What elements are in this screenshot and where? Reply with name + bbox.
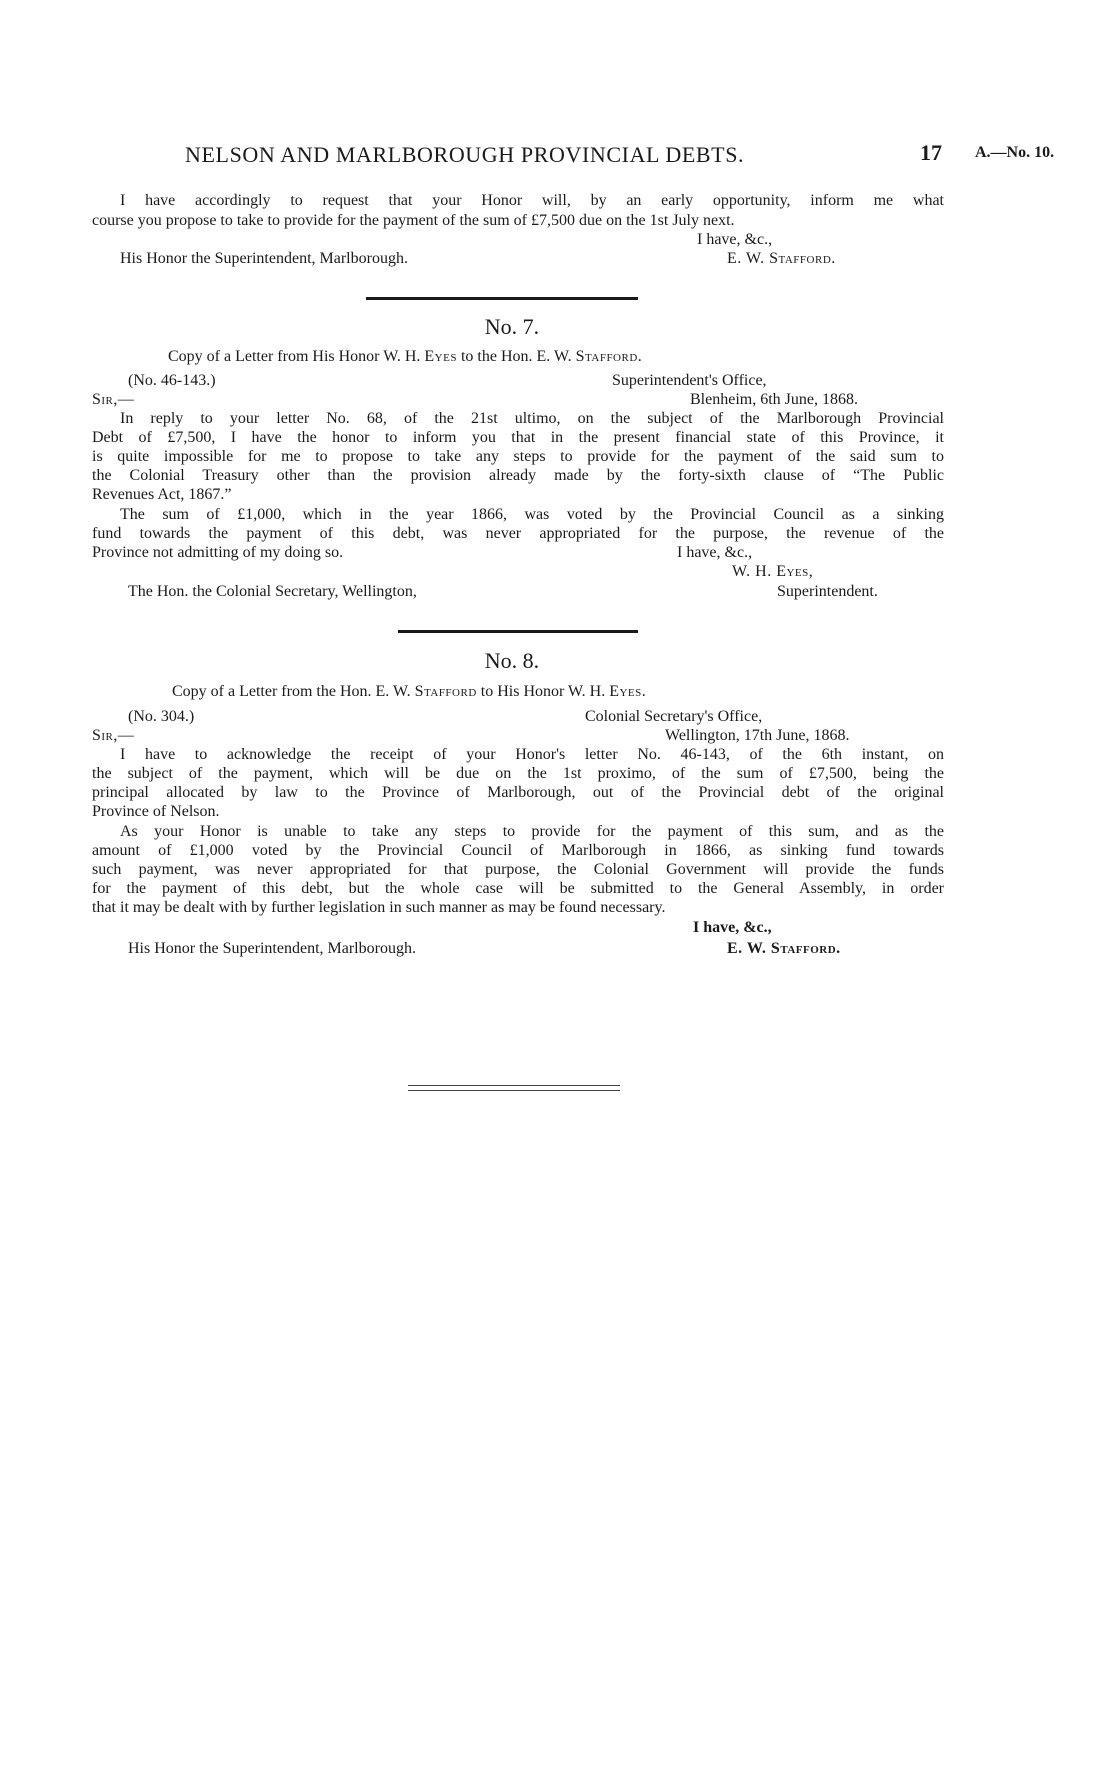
- paragraph-line: for the payment of this debt, but the whole case will be submitted to the General Assembly, in order: [92, 880, 944, 897]
- paragraph-line: course you propose to take to provide for the payment of the sum of £7,500 due on the 1st July next.: [92, 212, 735, 229]
- subtitle-name: Stafford: [414, 683, 477, 700]
- paragraph-line: I have to acknowledge the receipt of your Honor's letter No. 46-143, of the 6th instant, on: [120, 746, 944, 763]
- subtitle-text: Copy of a Letter from the Hon. E. W.: [172, 683, 411, 700]
- paragraph-line: In reply to your letter No. 68, of the 21st ultimo, on the subject of the Marlborough Provincial: [120, 410, 944, 427]
- paragraph-line: principal allocated by law to the Province of Marlborough, out of the Provincial debt of the original: [92, 784, 944, 801]
- subtitle-name: Stafford.: [575, 348, 643, 365]
- letter-subtitle: [172, 683, 646, 702]
- place-date: Wellington, 17th June, 1868.: [665, 727, 850, 744]
- addressee: His Honor the Superintendent, Marlborough.: [120, 250, 408, 267]
- paragraph-line: Debt of £7,500, I have the honor to inform you that in the present financial state of this Province, it: [92, 429, 944, 446]
- paragraph-line: such payment, was never appropriated for that purpose, the Colonial Government will provide the funds: [92, 861, 944, 878]
- document-reference: A.—No. 10.: [975, 144, 1055, 161]
- paragraph-line: the subject of the payment, which will be due on the 1st proximo, of the sum of £7,500, being the: [92, 765, 944, 782]
- paragraph-line: the Colonial Treasury other than the provision already made by the forty-sixth clause of “The Public: [92, 467, 944, 484]
- paragraph-line: Revenues Act, 1867.”: [92, 486, 232, 503]
- paragraph-line: Province of Nelson.: [92, 803, 220, 820]
- letter-reference: (No. 304.): [128, 708, 195, 725]
- section-divider: [366, 297, 638, 300]
- paragraph-line: Province not admitting of my doing so.: [92, 544, 344, 561]
- subtitle-text: Copy of a Letter from His Honor W. H.: [168, 348, 421, 365]
- addressee: The Hon. the Colonial Secretary, Wellington,: [128, 583, 417, 600]
- letter-subtitle: [168, 348, 642, 367]
- closing: I have, &c.,: [697, 231, 773, 248]
- place-date: Blenheim, 6th June, 1868.: [690, 391, 858, 408]
- running-header-title: NELSON AND MARLBOROUGH PROVINCIAL DEBTS.: [185, 142, 745, 167]
- subtitle-name: Eyes: [424, 348, 457, 365]
- signature: W. H. Eyes,: [732, 563, 814, 580]
- page-number: 17: [920, 140, 942, 165]
- end-rule-bottom: [408, 1090, 620, 1091]
- paragraph-line: is quite impossible for me to propose to take any steps to provide for the payment of the said sum to: [92, 448, 944, 465]
- section-heading: No. 8.: [484, 648, 540, 673]
- signature: E. W. Stafford.: [727, 250, 836, 267]
- signatory-title: Superintendent.: [777, 583, 878, 600]
- salutation: Sir,—: [92, 391, 135, 408]
- subtitle-text: to His Honor W. H.: [480, 683, 606, 700]
- addressee: His Honor the Superintendent, Marlborough.: [128, 940, 416, 957]
- paragraph-line: As your Honor is unable to take any steps to provide for the payment of this sum, and as the: [120, 823, 944, 840]
- section-heading: No. 7.: [484, 314, 540, 339]
- sender-office: Colonial Secretary's Office,: [585, 708, 763, 725]
- paragraph-line: The sum of £1,000, which in the year 1866, was voted by the Provincial Council as a sinking: [120, 506, 944, 523]
- subtitle-text: to the Hon. E. W.: [460, 348, 572, 365]
- closing: I have, &c.,: [693, 919, 772, 936]
- salutation: Sir,—: [92, 727, 135, 744]
- section-divider: [398, 630, 638, 633]
- end-rule-top: [408, 1085, 620, 1086]
- closing: I have, &c.,: [677, 544, 753, 561]
- paragraph-line: fund towards the payment of this debt, was never appropriated for the purpose, the revenue of the: [92, 525, 944, 542]
- paragraph-line: that it may be dealt with by further legislation in such manner as may be found necessary.: [92, 899, 666, 916]
- subtitle-name: Eyes.: [609, 683, 647, 700]
- paragraph-line: I have accordingly to request that your Honor will, by an early opportunity, inform me what: [120, 192, 944, 209]
- paragraph-line: amount of £1,000 voted by the Provincial Council of Marlborough in 1866, as sinking fund towards: [92, 842, 944, 859]
- letter-reference: (No. 46-143.): [128, 372, 216, 389]
- signature: E. W. Stafford.: [727, 940, 841, 957]
- sender-office: Superintendent's Office,: [612, 372, 767, 389]
